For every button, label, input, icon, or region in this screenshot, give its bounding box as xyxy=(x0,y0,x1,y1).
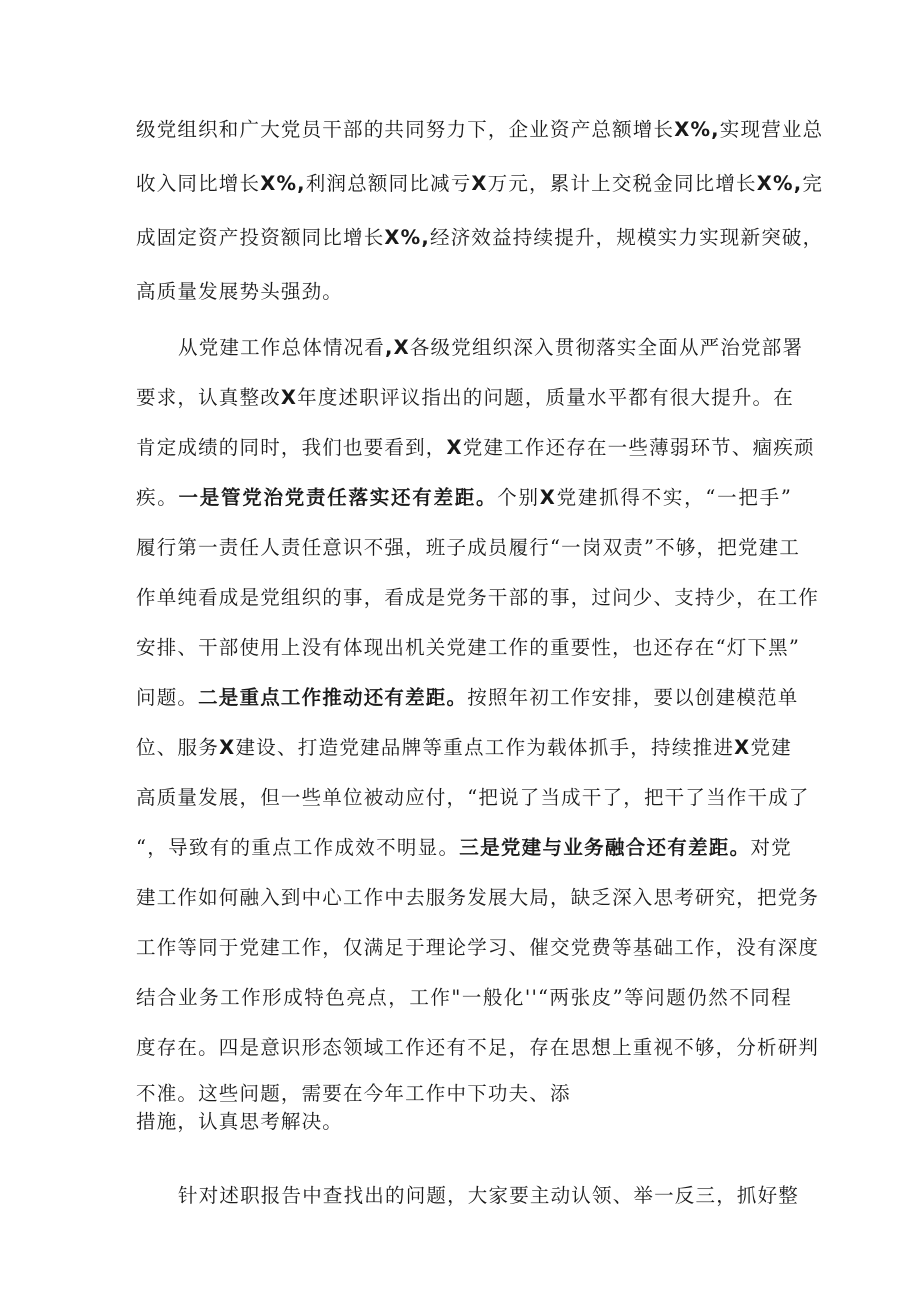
text-segment: 级党组织和广大党员干部的共同努力下，企业资产总额增长 xyxy=(136,118,675,141)
bold-text-segment: 二是重点工作推动还有差距。 xyxy=(198,686,468,709)
bold-text-segment: X xyxy=(280,386,298,409)
text-line xyxy=(136,118,824,142)
bold-text-segment: ,X xyxy=(385,336,410,359)
text-line xyxy=(136,1110,343,1134)
text-segment: 党建抓得不实，“一把手” xyxy=(556,486,792,509)
text-segment: 党建工作还存在一些薄弱环节、痼疾顽 xyxy=(462,436,815,459)
text-line xyxy=(136,386,792,410)
text-line xyxy=(136,486,792,510)
text-segment: 工作等同于党建工作，仅满足于理论学习、催交党费等基础工作，没有深度 xyxy=(136,936,820,959)
text-line xyxy=(136,536,801,560)
text-line xyxy=(136,172,824,196)
text-segment: “，导致有的重点工作成效不明显。 xyxy=(136,836,460,859)
text-line xyxy=(178,336,804,360)
text-segment: 年度述职评议指出的问题，质量水平都有很大提升。在 xyxy=(297,386,794,409)
text-segment: 高质量发展势头强劲。 xyxy=(136,280,344,303)
text-line xyxy=(136,986,792,1010)
text-segment: 对党 xyxy=(750,836,793,859)
text-segment: 高质量发展，但一些单位被动应付，“把说了当成干了，把干了当作干成了 xyxy=(136,786,810,809)
bold-text-segment: X%, xyxy=(756,172,803,195)
text-line xyxy=(136,936,820,960)
bold-text-segment: 一是管党治党责任落实还有差距。 xyxy=(178,486,498,509)
bold-text-segment: X%, xyxy=(384,226,430,249)
text-line xyxy=(136,1082,571,1106)
text-line xyxy=(136,280,343,304)
text-line xyxy=(136,226,824,250)
bold-text-segment: X xyxy=(219,736,236,759)
text-segment: 作单纯看成是党组织的事，看成是党务干部的事，过问少、支持少，在工作 xyxy=(136,586,820,609)
bold-text-segment: X xyxy=(446,436,463,459)
text-segment: 经济效益持续提升，规模实力实现新突破， xyxy=(430,226,824,249)
text-segment: 成固定资产投资额同比增长 xyxy=(136,226,385,249)
text-segment: 要求，认真整改 xyxy=(136,386,281,409)
text-segment: 党建 xyxy=(750,736,792,759)
bold-text-segment: 三是党建与业务融合还有差距。 xyxy=(459,836,751,859)
bold-text-segment: X%, xyxy=(260,172,306,195)
text-line xyxy=(136,886,820,910)
text-segment: 针对述职报告中查找出的问题，大家要主动认领、举一反三，抓好整 xyxy=(178,1184,800,1207)
text-segment: 位、服务 xyxy=(136,736,220,759)
text-line xyxy=(136,686,799,710)
text-segment: 结合业务工作形成特色亮点，工作"一般化''“两张皮”等问题仍然不同程 xyxy=(136,986,792,1009)
text-segment: 疾。 xyxy=(136,486,179,509)
text-segment: 问题。 xyxy=(136,686,199,709)
text-line xyxy=(136,836,792,860)
text-segment: 不准。这些问题，需要在今年工作中下功夫、添 xyxy=(136,1082,571,1105)
text-segment: 措施，认真思考解决。 xyxy=(136,1110,344,1133)
text-segment: 建工作如何融入到中心工作中去服务发展大局，缺乏深入思考研究，把党务 xyxy=(136,886,820,909)
text-segment: 利润总额同比减亏 xyxy=(305,172,472,195)
text-segment: 按照年初工作安排，要以创建模范单 xyxy=(467,686,799,709)
text-segment: 从党建工作总体情况看 xyxy=(178,336,386,359)
bold-text-segment: X xyxy=(471,172,488,195)
text-line xyxy=(136,736,792,760)
text-segment: 个别 xyxy=(497,486,540,509)
bold-text-segment: X xyxy=(734,736,751,759)
text-segment: 肯定成绩的同时，我们也要看到， xyxy=(136,436,447,459)
text-line xyxy=(136,786,810,810)
text-segment: 万元，累计上交税金同比增长 xyxy=(487,172,757,195)
text-segment: 建设、打造党建品牌等重点工作为载体抓手，持续推进 xyxy=(235,736,735,759)
text-line xyxy=(136,586,820,610)
bold-text-segment: X%, xyxy=(674,118,720,141)
bold-text-segment: X xyxy=(539,486,557,509)
text-line xyxy=(136,1036,820,1060)
text-segment: 履行第一责任人责任意识不强，班子成员履行“一岗双责”不够，把党建工 xyxy=(136,536,801,559)
text-line xyxy=(136,636,801,660)
text-line xyxy=(136,436,815,460)
text-segment: 安排、干部使用上没有体现出机关党建工作的重要性，也还存在“灯下黑” xyxy=(136,636,801,659)
text-line xyxy=(178,1184,800,1208)
text-segment: 实现营业总 xyxy=(719,118,824,141)
text-segment: 度存在。四是意识形态领域工作还有不足，存在思想上重视不够，分析研判 xyxy=(136,1036,820,1059)
text-segment: 完 xyxy=(802,172,824,195)
text-segment: 各级党组织深入贯彻落实全面从严治党部署 xyxy=(409,336,804,359)
text-segment: 收入同比增长 xyxy=(136,172,261,195)
